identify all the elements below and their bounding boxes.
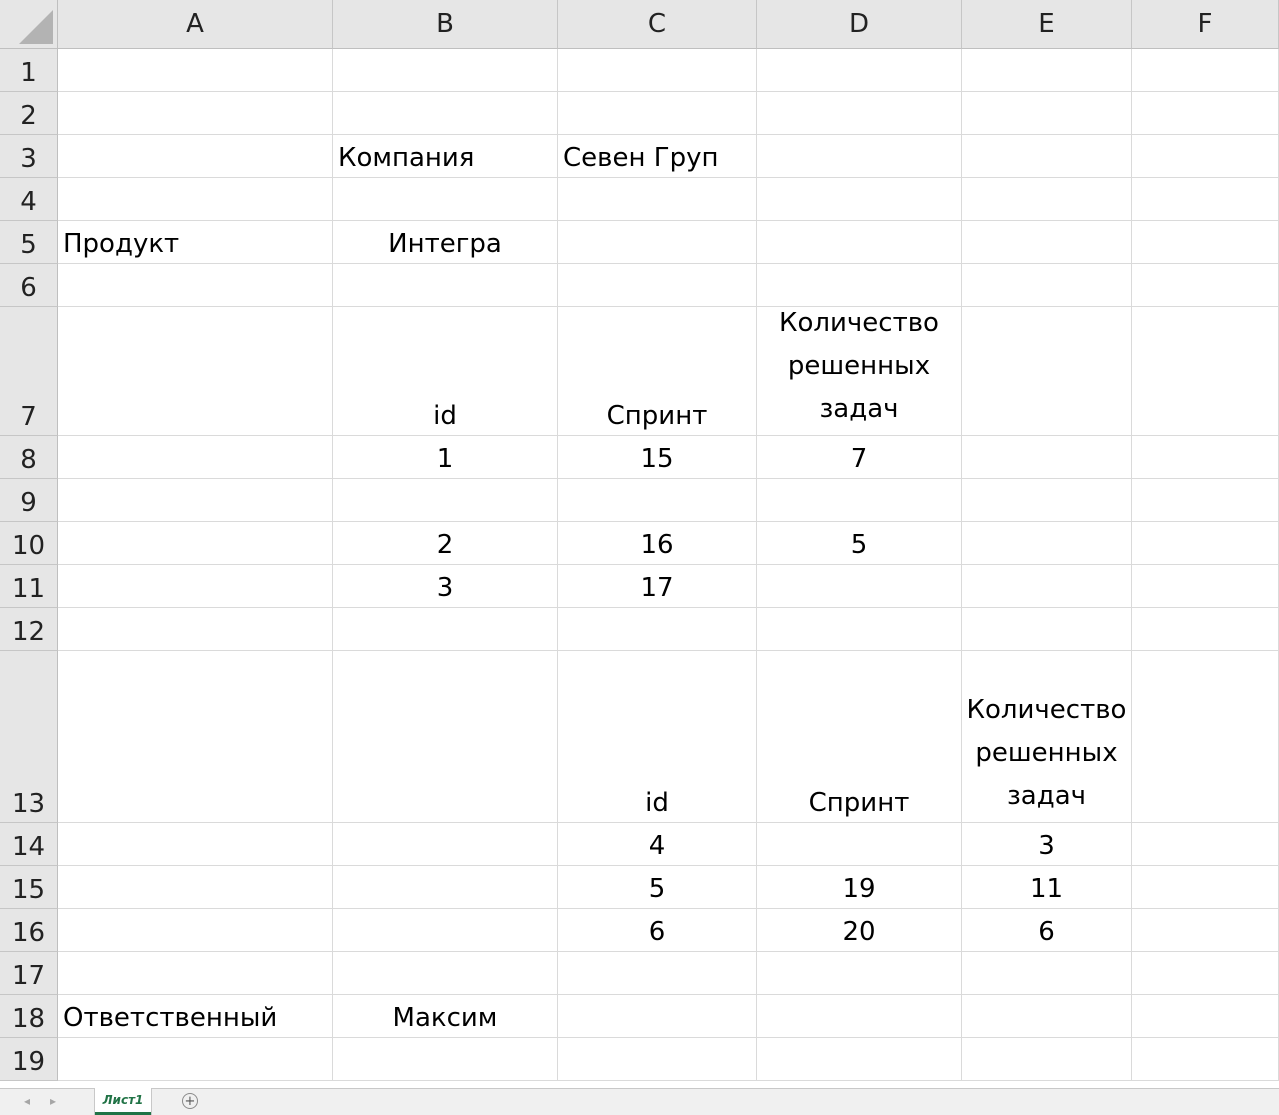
row-header-11[interactable]: 11 [0, 565, 58, 608]
cell-f10[interactable] [1132, 522, 1279, 565]
cell-c5[interactable] [558, 221, 757, 264]
cell-a2[interactable] [58, 92, 333, 135]
sheet-tab-bar [0, 1088, 1279, 1115]
cell-f11[interactable] [1132, 565, 1279, 608]
cell-c8[interactable]: 15 [558, 436, 757, 479]
row-header-19[interactable]: 19 [0, 1038, 58, 1081]
cell-b16[interactable] [333, 909, 558, 952]
row-header-8[interactable]: 8 [0, 436, 58, 479]
cell-e17[interactable] [962, 952, 1132, 995]
cell-d1[interactable] [757, 49, 962, 92]
select-all-corner[interactable] [0, 0, 58, 49]
cell-e15[interactable]: 11 [962, 866, 1132, 909]
cell-e1[interactable] [962, 49, 1132, 92]
cell-text-line: решенных [787, 351, 931, 381]
select-all-triangle-icon [19, 10, 53, 44]
cell-a17[interactable] [58, 952, 333, 995]
cell-c1[interactable] [558, 49, 757, 92]
cell-text-line: решенных [975, 738, 1118, 768]
cell-d3[interactable] [757, 135, 962, 178]
cell-d6[interactable] [757, 264, 962, 307]
cell-e3[interactable] [962, 135, 1132, 178]
cell-f17[interactable] [1132, 952, 1279, 995]
cell-f3[interactable] [1132, 135, 1279, 178]
cell-c6[interactable] [558, 264, 757, 307]
cell-c14[interactable]: 4 [558, 823, 757, 866]
cell-text-line: Количество [779, 308, 939, 338]
cell-a4[interactable] [58, 178, 333, 221]
cell-c17[interactable] [558, 952, 757, 995]
row-header-12[interactable]: 12 [0, 608, 58, 651]
cell-d10[interactable]: 5 [757, 522, 962, 565]
cell-text-line: Количество [966, 695, 1127, 725]
cell-b6[interactable] [333, 264, 558, 307]
column-header-c[interactable]: C [558, 0, 757, 49]
row-header-13[interactable]: 13 [0, 651, 58, 823]
cell-f5[interactable] [1132, 221, 1279, 264]
cell-b9[interactable] [333, 479, 558, 522]
cell-b18[interactable]: Максим [333, 995, 558, 1038]
cell-text-line: задач [1006, 781, 1087, 811]
cell-f1[interactable] [1132, 49, 1279, 92]
row-header-18[interactable]: 18 [0, 995, 58, 1038]
cell-b12[interactable] [333, 608, 558, 651]
cell-f2[interactable] [1132, 92, 1279, 135]
cell-a18[interactable]: Ответственный [58, 995, 333, 1038]
cell-d19[interactable] [757, 1038, 962, 1081]
cell-b11[interactable]: 3 [333, 565, 558, 608]
cell-e13[interactable] [962, 651, 1132, 823]
column-header-f[interactable]: F [1132, 0, 1279, 49]
cell-b19[interactable] [333, 1038, 558, 1081]
cell-a9[interactable] [58, 479, 333, 522]
cell-b1[interactable] [333, 49, 558, 92]
sheet-nav-next-icon[interactable]: ▸ [50, 1094, 57, 1108]
cell-f7[interactable] [1132, 307, 1279, 436]
cell-d2[interactable] [757, 92, 962, 135]
cell-f12[interactable] [1132, 608, 1279, 651]
cell-d18[interactable] [757, 995, 962, 1038]
column-header-e[interactable]: E [962, 0, 1132, 49]
cell-c16[interactable]: 6 [558, 909, 757, 952]
cell-e2[interactable] [962, 92, 1132, 135]
cell-e8[interactable] [962, 436, 1132, 479]
row-header-4[interactable]: 4 [0, 178, 58, 221]
cell-c18[interactable] [558, 995, 757, 1038]
add-sheet-icon[interactable]: + [182, 1093, 198, 1109]
cell-d15[interactable]: 19 [757, 866, 962, 909]
cell-c3[interactable]: Севен Груп [558, 135, 757, 178]
cell-b5[interactable]: Интегра [333, 221, 558, 264]
cell-f8[interactable] [1132, 436, 1279, 479]
cell-e9[interactable] [962, 479, 1132, 522]
column-header-d[interactable]: D [757, 0, 962, 49]
row-header-16[interactable]: 16 [0, 909, 58, 952]
cell-d4[interactable] [757, 178, 962, 221]
cell-d17[interactable] [757, 952, 962, 995]
cell-d5[interactable] [757, 221, 962, 264]
cell-f15[interactable] [1132, 866, 1279, 909]
cell-d11[interactable] [757, 565, 962, 608]
cell-d14[interactable] [757, 823, 962, 866]
cell-e14[interactable]: 3 [962, 823, 1132, 866]
cell-a16[interactable] [58, 909, 333, 952]
cell-f16[interactable] [1132, 909, 1279, 952]
cell-a14[interactable] [58, 823, 333, 866]
cell-a7[interactable] [58, 307, 333, 436]
cell-c4[interactable] [558, 178, 757, 221]
cell-a11[interactable] [58, 565, 333, 608]
cell-e19[interactable] [962, 1038, 1132, 1081]
cell-b13[interactable] [333, 651, 558, 823]
cell-a6[interactable] [58, 264, 333, 307]
row-header-10[interactable]: 10 [0, 522, 58, 565]
column-header-b[interactable]: B [333, 0, 558, 49]
row-header-2[interactable]: 2 [0, 92, 58, 135]
cell-f4[interactable] [1132, 178, 1279, 221]
cell-a5[interactable]: Продукт [58, 221, 333, 264]
row-header-5[interactable]: 5 [0, 221, 58, 264]
cell-c2[interactable] [558, 92, 757, 135]
cell-b8[interactable]: 1 [333, 436, 558, 479]
cell-c9[interactable] [558, 479, 757, 522]
cell-c19[interactable] [558, 1038, 757, 1081]
cell-b4[interactable] [333, 178, 558, 221]
cell-c11[interactable]: 17 [558, 565, 757, 608]
cell-c10[interactable]: 16 [558, 522, 757, 565]
cell-e10[interactable] [962, 522, 1132, 565]
cell-c15[interactable]: 5 [558, 866, 757, 909]
cell-d8[interactable]: 7 [757, 436, 962, 479]
cell-b10[interactable]: 2 [333, 522, 558, 565]
cell-b17[interactable] [333, 952, 558, 995]
cell-a13[interactable] [58, 651, 333, 823]
cell-a8[interactable] [58, 436, 333, 479]
cell-b7[interactable]: id [333, 307, 558, 436]
cell-d16[interactable]: 20 [757, 909, 962, 952]
cell-e11[interactable] [962, 565, 1132, 608]
cell-a1[interactable] [58, 49, 333, 92]
sheet-tab-list1[interactable]: Лист1 [95, 1088, 151, 1115]
cell-f6[interactable] [1132, 264, 1279, 307]
cell-e5[interactable] [962, 221, 1132, 264]
cell-d9[interactable] [757, 479, 962, 522]
cell-d7[interactable] [757, 307, 962, 436]
cell-f13[interactable] [1132, 651, 1279, 823]
cell-a15[interactable] [58, 866, 333, 909]
cell-f19[interactable] [1132, 1038, 1279, 1081]
sheet-nav-prev-icon[interactable]: ◂ [24, 1094, 31, 1108]
cell-e6[interactable] [962, 264, 1132, 307]
row-header-14[interactable]: 14 [0, 823, 58, 866]
cell-text-line: задач [819, 394, 899, 424]
cell-c7[interactable]: Спринт [558, 307, 757, 436]
cell-a3[interactable] [58, 135, 333, 178]
row-header-7[interactable]: 7 [0, 307, 58, 436]
row-header-17[interactable]: 17 [0, 952, 58, 995]
cell-f18[interactable] [1132, 995, 1279, 1038]
cell-d12[interactable] [757, 608, 962, 651]
row-header-9[interactable]: 9 [0, 479, 58, 522]
cell-f9[interactable] [1132, 479, 1279, 522]
cell-c13[interactable]: id [558, 651, 757, 823]
cell-e4[interactable] [962, 178, 1132, 221]
cell-e18[interactable] [962, 995, 1132, 1038]
cell-b3[interactable]: Компания [333, 135, 558, 178]
cell-a12[interactable] [58, 608, 333, 651]
row-header-6[interactable]: 6 [0, 264, 58, 307]
cell-a10[interactable] [58, 522, 333, 565]
cell-e7[interactable] [962, 307, 1132, 436]
cell-c12[interactable] [558, 608, 757, 651]
row-header-3[interactable]: 3 [0, 135, 58, 178]
column-header-a[interactable]: A [58, 0, 333, 49]
cell-b15[interactable] [333, 866, 558, 909]
row-header-15[interactable]: 15 [0, 866, 58, 909]
cell-a19[interactable] [58, 1038, 333, 1081]
cell-e16[interactable]: 6 [962, 909, 1132, 952]
cell-d13[interactable]: Спринт [757, 651, 962, 823]
row-header-1[interactable]: 1 [0, 49, 58, 92]
cell-e12[interactable] [962, 608, 1132, 651]
cell-b14[interactable] [333, 823, 558, 866]
cell-b2[interactable] [333, 92, 558, 135]
cell-f14[interactable] [1132, 823, 1279, 866]
